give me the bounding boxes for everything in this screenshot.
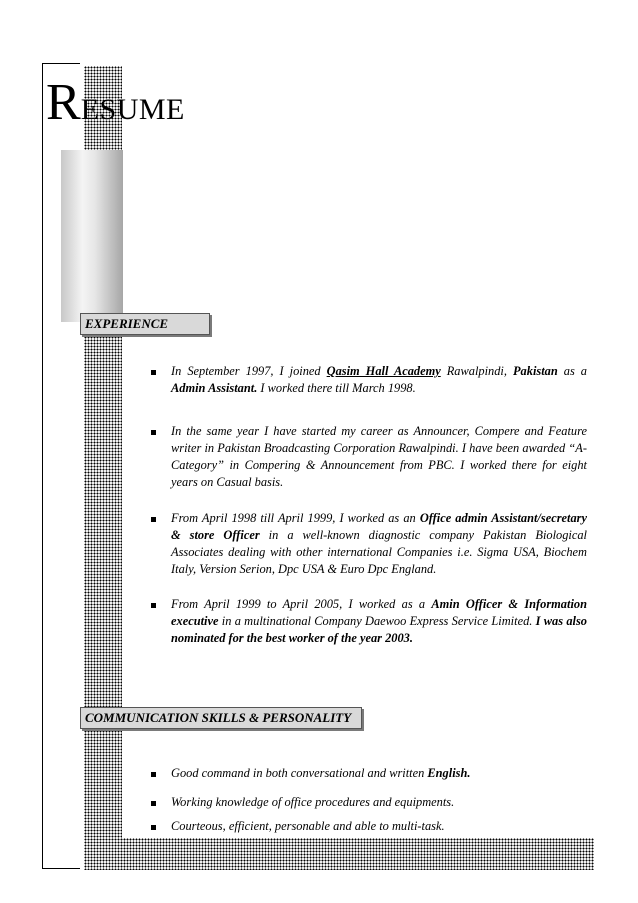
- bullet-icon: [151, 801, 156, 806]
- dotted-bar-bottom: [84, 838, 594, 870]
- experience-item: From April 1999 to April 2005, I worked as a Amin Officer & Information executive in a multinational Company Daewoo Express Service Limited. I was also nominated for the best worker of the year 2003.: [171, 597, 587, 645]
- title-initial: R: [46, 74, 81, 131]
- communication-item: Courteous, efficient, personable and able to multi-task.: [171, 819, 445, 833]
- communication-heading: COMMUNICATION SKILLS & PERSONALITY: [80, 707, 362, 729]
- bullet-icon: [151, 517, 156, 522]
- bullet-icon: [151, 603, 156, 608]
- bullet-icon: [151, 370, 156, 375]
- dotted-column-middle: [84, 333, 122, 708]
- title-rest: ESUME: [80, 93, 185, 126]
- experience-item: In the same year I have started my career as Announcer, Compere and Feature writer in Pakistan Broadcasting Corporation Rawalpindi. I have been awarded “A-Category” in Compering & Announcement from PBC. I worked there for eight years on Casual basis.: [171, 424, 587, 489]
- experience-heading: EXPERIENCE: [80, 313, 210, 335]
- dotted-column-lower: [84, 730, 122, 840]
- communication-item: Working knowledge of office procedures and equipments.: [171, 795, 455, 809]
- bullet-icon: [151, 772, 156, 777]
- experience-item: From April 1998 till April 1999, I worked as an Office admin Assistant/secretary & store Officer in a well-known diagnostic company Pakistan Biological Associates dealing with other international Companies i.e. Sigma USA, Biochem Italy, Version Serion, Dpc USA & Euro Dpc England.: [171, 511, 587, 576]
- resume-title: [46, 74, 185, 131]
- bullet-icon: [151, 825, 156, 830]
- gradient-block: [61, 150, 123, 322]
- experience-item: In September 1997, I joined Qasim Hall Academy Rawalpindi, Pakistan as a Admin Assistant. I worked there till March 1998.: [171, 364, 587, 395]
- bullet-icon: [151, 430, 156, 435]
- communication-item: Good command in both conversational and written English.: [171, 766, 471, 780]
